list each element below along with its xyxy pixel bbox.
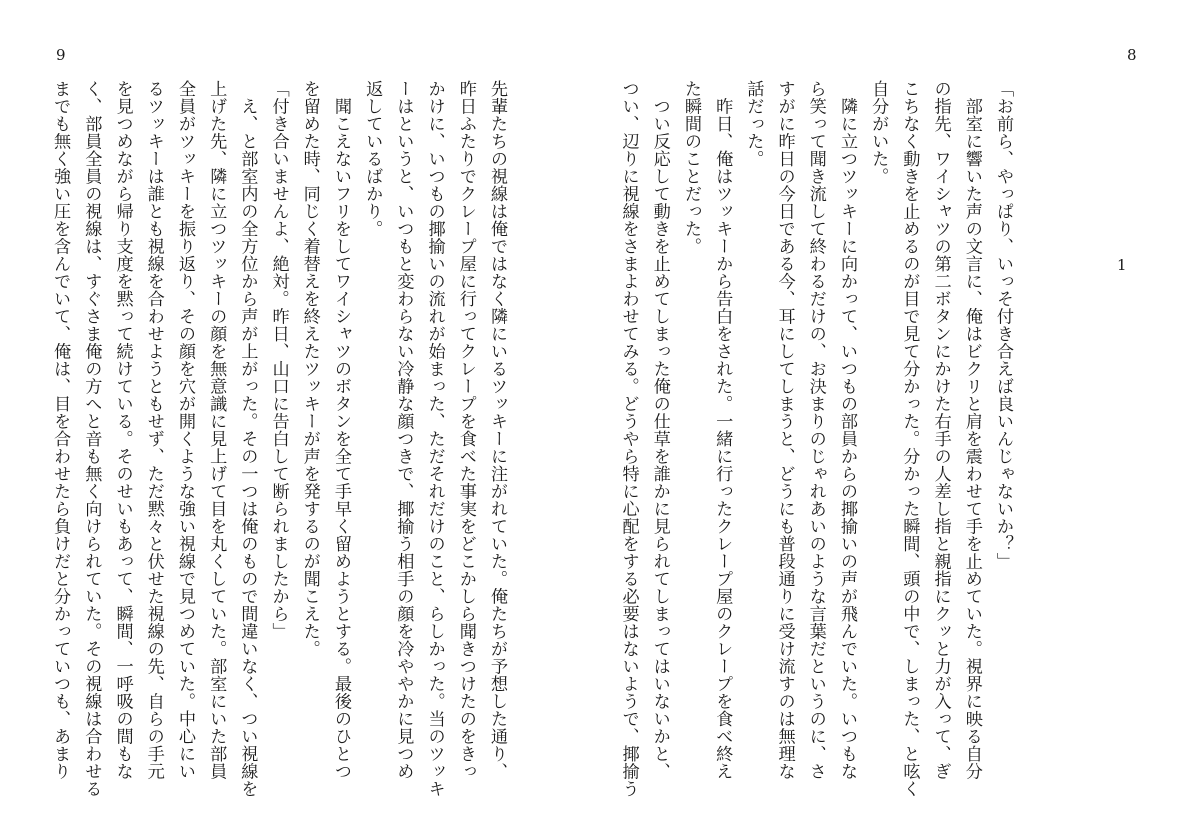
text-line: までも無く強い圧を含んでいて、俺は、目を合わせたら負けだと分かっていつも、あまり	[50, 80, 71, 780]
text-line: く、部員全員の視線は、すぐさま俺の方へと音も無く向けられていた。その視線は合わせる	[81, 80, 102, 798]
text-line: 「お前ら、やっぱり、いっそ付き合えば良いんじゃないか？」	[993, 80, 1013, 570]
text-line: 全員がツッキーを振り返り、その顔を穴が開くような強い視線で見つめていた。中心にい	[174, 80, 195, 780]
text-line: 昨日、俺はツッキーから告白をされた。一緒に行ったクレープ屋のクレープを食べ終え	[712, 80, 733, 780]
text-line: の指先、ワイシャツの第二ボタンにかけた右手の人差し指と親指にクッと力が入って、ぎ	[930, 80, 951, 780]
text-line: た瞬間のことだった。	[680, 80, 701, 255]
text-line: つい、辺りに視線をさまよわせてみる。どうやら特に心配をする必要はないようで、揶揄う	[618, 80, 639, 798]
text-line: かけに、いつもの揶揄いの流れが始まった、ただそれだけのこと、らしかった。当のツッキ	[424, 80, 445, 798]
text-line: すがに昨日の今日である今、耳にしてしまうと、どうにも普段通りに受け流すのは無理な	[774, 80, 795, 780]
chapter-number: 1	[1117, 256, 1127, 274]
text-line: 部室に響いた声の文言に、俺はビクリと肩を震わせて手を止めていた。視界に映る自分	[961, 80, 982, 780]
text-line: こちなく動きを止めるのが目で見て分かった。分かった瞬間、頭の中で、しまった、と呟く	[899, 80, 920, 798]
page-number-right: 8	[1127, 46, 1137, 64]
text-line: ら笑って聞き流して終わるだけの、お決まりのじゃれあいのような言葉だというのに、さ	[805, 80, 826, 780]
text-line: を留めた時、同じく着替えを終えたツッキーが声を発するのが聞こえた。	[299, 80, 320, 658]
right-page-text	[618, 80, 1018, 805]
text-line: るツッキーは誰とも視線を合わせようともせず、ただ黙々と伏せた視線の先、自らの手元	[143, 80, 164, 780]
text-line: 「付き合いませんよ、絶対。昨日、山口に告白して断られましたから」	[268, 80, 289, 640]
text-line: 話だった。	[743, 80, 764, 168]
text-line: つい反応して動きを止めてしまった俺の仕草を誰かに見られてしまってはいないかと、	[649, 80, 670, 780]
text-line: 昨日ふたりでクレープ屋に行ってクレープを食べた事実をどこかしら聞きつけたのをきっ	[455, 80, 476, 780]
text-line: 先輩たちの視線は俺ではなく隣にいるツッキーに注がれていた。俺たちが予想した通り、	[487, 80, 507, 780]
text-line: 上げた先、隣に立つツッキーの顔を無意識に見上げて目を丸くしていた。部室にいた部員	[206, 80, 227, 780]
left-page-text	[50, 80, 512, 805]
text-line: 返しているばかり。	[362, 80, 383, 238]
text-line: え、と部室内の全方位から声が上がった。その一つは俺のもので間違いなく、つい視線を	[237, 80, 258, 798]
text-line: 自分がいた。	[868, 80, 889, 185]
text-line: ーはというと、いつもと変わらない冷静な顔つきで、揶揄う相手の顔を冷ややかに見つめ	[393, 80, 414, 780]
page-number-left: 9	[56, 46, 66, 64]
text-line: を見つめながら帰り支度を黙って続けている。そのせいもあって、瞬間、一呼吸の間もな	[112, 80, 133, 780]
text-line: 隣に立つツッキーに向かって、いつもの部員からの揶揄いの声が飛んでいた。いつもな	[836, 80, 857, 780]
text-line: 聞こえないフリをしてワイシャツのボタンを全て手早く留めようとする。最後のひとつ	[330, 80, 351, 780]
